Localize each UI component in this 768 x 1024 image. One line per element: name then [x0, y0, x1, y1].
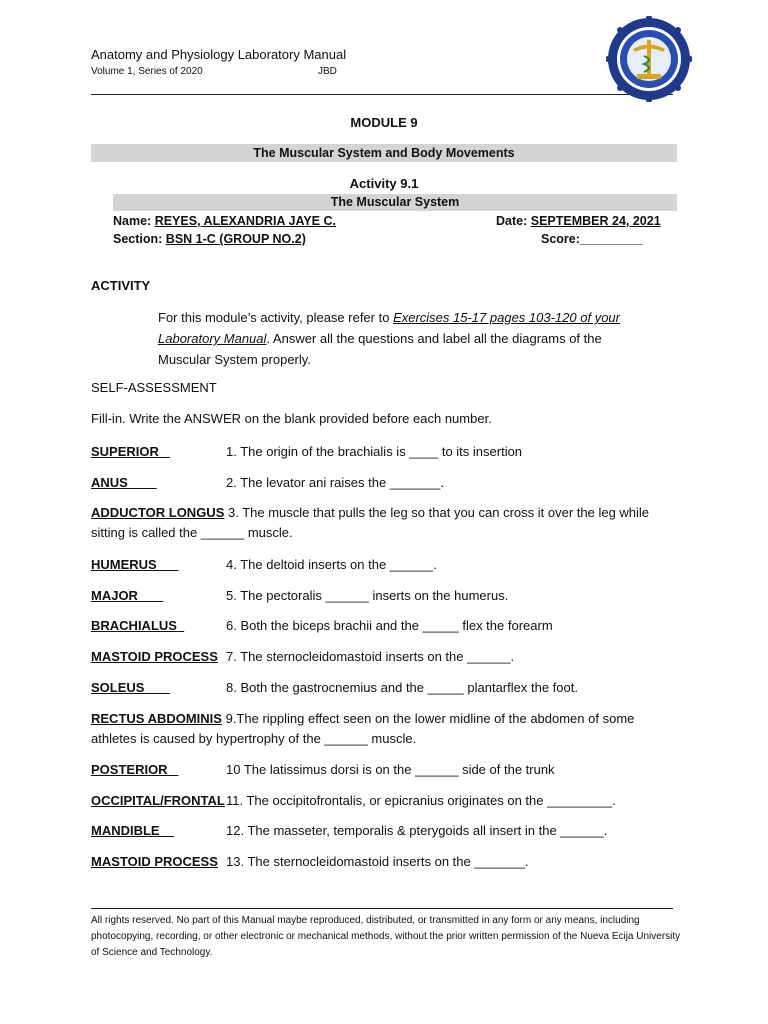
module-topic-band: The Muscular System and Body Movements — [91, 144, 677, 162]
answer: SOLEUS — [91, 680, 170, 695]
qa-item — [91, 678, 681, 698]
date-label: Date: — [496, 214, 531, 228]
qa-item — [91, 586, 681, 606]
activity-heading: ACTIVITY — [91, 278, 151, 293]
module-title: MODULE 9 — [350, 115, 418, 130]
question: 11. The occipitofrontalis, or epicranius originates on the _________. — [226, 793, 616, 808]
qa-item — [91, 616, 681, 636]
qa-item — [91, 852, 681, 872]
activity-topic-band: The Muscular System — [113, 194, 677, 211]
question: 5. The pectoralis ______ inserts on the humerus. — [226, 588, 509, 603]
question: 12. The masseter, temporalis & pterygoids all insert in the ______. — [226, 823, 608, 838]
answer: ANUS — [91, 475, 157, 490]
answer: MASTOID PROCESS — [91, 854, 218, 869]
volume-info: Volume 1, Series of 2020 — [91, 66, 203, 77]
qa-item — [91, 791, 681, 811]
answer: MASTOID PROCESS — [91, 649, 218, 664]
question: 6. Both the biceps brachii and the _____ flex the forearm — [226, 618, 553, 633]
activity-number: Activity 9.1 — [349, 176, 419, 191]
section-label: Section: — [113, 232, 166, 246]
name-field — [113, 214, 336, 228]
copyright-notice: All rights reserved. No part of this Manual maybe reproduced, distributed, or transmitted in any form or any means, including photocopying, recording, or other electronic or mechanical methods, without the prior written permission of the Nueva Ecija University of Science and Technology. — [91, 915, 681, 958]
manual-title: Anatomy and Physiology Laboratory Manual — [91, 47, 347, 62]
question: 8. Both the gastrocnemius and the _____ plantarflex the foot. — [226, 680, 578, 695]
intro-text: For this module’s activity, please refer to — [158, 310, 394, 325]
answer: OCCIPITAL/FRONTAL — [91, 793, 225, 808]
manual-reference: Exercises 15-17 pages 103-120 of your Laboratory Manual — [158, 310, 620, 346]
question: 9.The rippling effect seen on the lower midline of the abdomen of some athletes is caused by hypertrophy of the ______ muscle. — [91, 711, 635, 746]
answer: MAJOR — [91, 588, 164, 603]
answer: BRACHIALUS — [91, 618, 185, 633]
answer: SUPERIOR — [91, 444, 170, 459]
student-name: REYES, ALEXANDRIA JAYE C. — [154, 214, 336, 228]
answer: MANDIBLE — [91, 823, 175, 838]
qa-item — [91, 647, 681, 667]
answer: HUMERUS — [91, 557, 179, 572]
qa-item — [91, 473, 681, 493]
question: 4. The deltoid inserts on the ______. — [226, 557, 437, 572]
qa-item — [91, 442, 681, 462]
footer-divider — [91, 908, 673, 909]
question: 3. The muscle that pulls the leg so that you can cross it over the leg while sitting is called the ______ muscle. — [91, 505, 650, 540]
date-field — [496, 214, 661, 228]
qa-item — [91, 503, 681, 543]
question: 13. The sternocleidomastoid inserts on the _______. — [226, 854, 529, 869]
student-section: BSN 1-C (GROUP NO.2) — [165, 232, 306, 246]
activity-instructions — [158, 307, 658, 370]
fill-in-instructions: Fill-in. Write the ANSWER on the blank provided before each number. — [91, 411, 492, 426]
answer: POSTERIOR — [91, 762, 179, 777]
section-field — [113, 232, 306, 246]
question: 2. The levator ani raises the _______. — [226, 475, 445, 490]
qa-item — [91, 821, 681, 841]
question: 1. The origin of the brachialis is ____ to its insertion — [226, 444, 523, 459]
question: 7. The sternocleidomastoid inserts on the ______. — [226, 649, 515, 664]
answer: ADDUCTOR LONGUS — [91, 505, 225, 520]
university-seal-icon — [606, 16, 692, 102]
qa-item — [91, 760, 681, 780]
answer: RECTUS ABDOMINIS — [91, 711, 222, 726]
question: 10 The latissimus dorsi is on the ______ side of the trunk — [226, 762, 555, 777]
qa-item — [91, 709, 681, 749]
header-divider — [91, 94, 673, 95]
author-initials: JBD — [318, 66, 337, 77]
score-field: Score:_________ — [541, 232, 643, 246]
qa-item — [91, 555, 681, 575]
self-assessment-heading: SELF-ASSESSMENT — [91, 380, 217, 395]
intro-text-end: . Answer all the questions and label all the diagrams of the Muscular System properly. — [158, 331, 602, 367]
submission-date: SEPTEMBER 24, 2021 — [530, 214, 661, 228]
name-label: Name: — [113, 214, 155, 228]
